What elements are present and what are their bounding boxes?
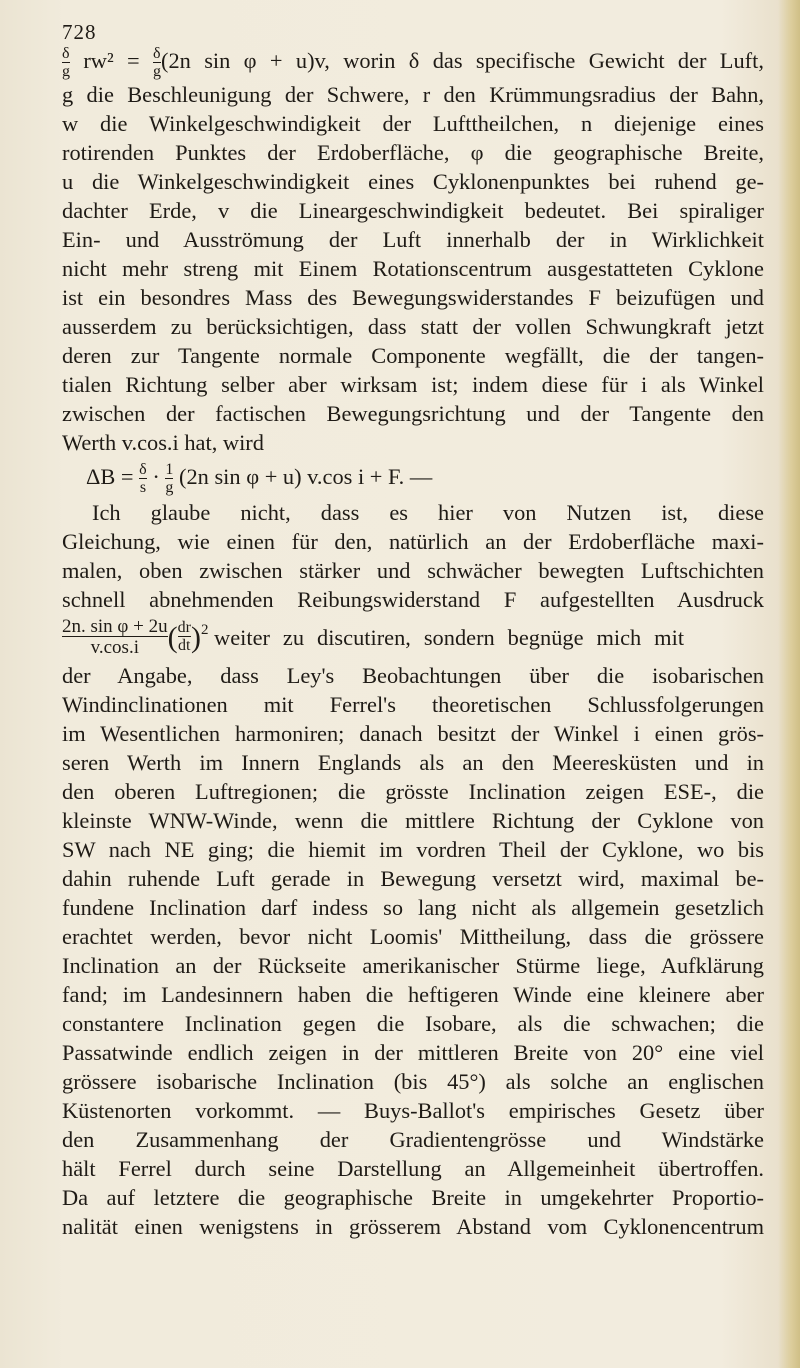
text-line: den oberen Luftregionen; die grösste Inclination zeigen ESE-, die: [62, 779, 764, 804]
page-edge: [778, 0, 800, 1368]
text-line: SW nach NE ging; die hiemit im vordren Theil der Cyklone, wo bis: [62, 837, 764, 862]
text-line: fundene Inclination darf indess so lang nicht als allgemein gesetzlich: [62, 895, 764, 920]
text-line: Windinclinationen mit Ferrel's theoretischen Schlussfolgerungen: [62, 692, 764, 717]
text-line: malen, oben zwischen stärker und schwächer bewegten Luftschichten: [62, 558, 764, 583]
formula-lhs: ΔB =: [86, 464, 134, 490]
text-line: Ich glaube nicht, dass es hier von Nutzen ist, diese: [92, 500, 764, 525]
fraction: $\frac{\delta}{g}$: [62, 45, 70, 80]
text-line: dahin ruhende Luft gerade in Bewegung versetzt wird, maximal be-: [62, 866, 764, 891]
text-line: Da auf letztere die geographische Breite in umgekehrter Proportio-: [62, 1185, 764, 1210]
text-line: Ein- und Ausströmung der Luft innerhalb der in Wirklichkeit: [62, 227, 764, 252]
text-line: dachter Erde, v die Lineargeschwindigkeit bedeutet. Bei spiraliger: [62, 198, 764, 223]
equals-sign: =: [127, 48, 140, 74]
text-line: grössere isobarische Inclination (bis 45°) als solche an englischen: [62, 1069, 764, 1094]
text-line: w die Winkelgeschwindigkeit der Lufttheilchen, n diejenige eines: [62, 111, 764, 136]
text-line: Passatwinde endlich zeigen in der mittleren Breite von 20° eine viel: [62, 1040, 764, 1065]
text-line: constantere Inclination gegen die Isobare, als die schwachen; die: [62, 1011, 764, 1036]
text-line: erachtet werden, bevor nicht Loomis' Mittheilung, dass die grössere: [62, 924, 764, 949]
exponent: 2: [200, 622, 209, 638]
page-number: 728: [62, 20, 97, 44]
text-run: worin δ das specifische Gewicht der Luft,: [343, 48, 764, 74]
text-line: schnell abnehmenden Reibungswiderstand F aufgestellten Ausdruck: [62, 587, 764, 612]
text-line: der Angabe, dass Ley's Beobachtungen über die isobarischen: [62, 663, 764, 688]
formula-line-2: [86, 462, 686, 496]
text-line: ausserdem zu berücksichtigen, dass statt der vollen Schwungkraft jetzt: [62, 314, 764, 339]
text-line: den Zusammenhang der Gradientengrösse und Windstärke: [62, 1127, 764, 1152]
text-line: Küstenorten vorkommt. — Buys-Ballot's empirisches Gesetz über: [62, 1098, 764, 1123]
fraction: $\frac{dr}{dt}$: [177, 619, 191, 655]
formula-term: (2n sin φ + u)v,: [161, 48, 330, 74]
fraction: $\frac{\delta}{s}$: [139, 461, 147, 496]
fraction: $\frac{\text{2n. sin φ + 2u}}{v.\cos.i}$: [62, 616, 168, 659]
fraction: $\frac{1}{g}$: [165, 461, 174, 496]
text-line: g die Beschleunigung der Schwere, r den Krümmungsradius der Bahn,: [62, 82, 764, 107]
text-line: Gleichung, wie einen für den, natürlich an der Erdoberfläche maxi-: [62, 529, 764, 554]
text-run: weiter zu discutiren, sondern begnüge mich mit: [214, 624, 685, 650]
text-line: rotirenden Punktes der Erdoberfläche, φ die geographische Breite,: [62, 140, 764, 165]
fraction: $\frac{\delta}{g}$: [153, 45, 162, 80]
formula-term: (2n sin φ + u) v.cos i + F. —: [179, 464, 433, 490]
formula-term: rw²: [83, 48, 114, 74]
left-paren: (: [167, 620, 178, 654]
text-line: ist ein besondres Mass des Bewegungswiderstandes F beizufügen und: [62, 285, 764, 310]
text-line: tialen Richtung selber aber wirksam ist; indem diese für i als Winkel: [62, 372, 764, 397]
right-paren: ): [190, 620, 201, 654]
text-line: fand; im Landesinnern haben die heftigeren Winde eine kleinere aber: [62, 982, 764, 1007]
text-line: deren zur Tangente normale Componente wegfällt, die der tangen-: [62, 343, 764, 368]
text-line: nicht mehr streng mit Einem Rotationscentrum ausgestatteten Cyklone: [62, 256, 764, 281]
text-line: kleinste WNW-Winde, wenn die mittlere Richtung der Cyklone von: [62, 808, 764, 833]
text-line: Werth v.cos.i hat, wird: [62, 430, 264, 455]
text-line: Inclination an der Rückseite amerikanischer Stürme liege, Aufklärung: [62, 953, 764, 978]
formula-line-3: [62, 616, 764, 659]
text-line: zwischen der factischen Bewegungsrichtung und der Tangente den: [62, 401, 764, 426]
text-line: seren Werth im Innern Englands als an den Meeresküsten und in: [62, 750, 764, 775]
text-line: hält Ferrel durch seine Darstellung an Allgemeinheit übertroffen.: [62, 1156, 764, 1181]
text-line: u die Winkelgeschwindigkeit eines Cyklonenpunktes bei ruhend ge-: [62, 169, 764, 194]
dot-operator: ·: [152, 464, 160, 490]
formula-line-1: [62, 46, 764, 80]
text-line: nalität einen wenigstens in grösserem Abstand vom Cyklonencentrum: [62, 1214, 764, 1239]
text-line: im Wesentlichen harmoniren; danach besitzt der Winkel i einen grös-: [62, 721, 764, 746]
